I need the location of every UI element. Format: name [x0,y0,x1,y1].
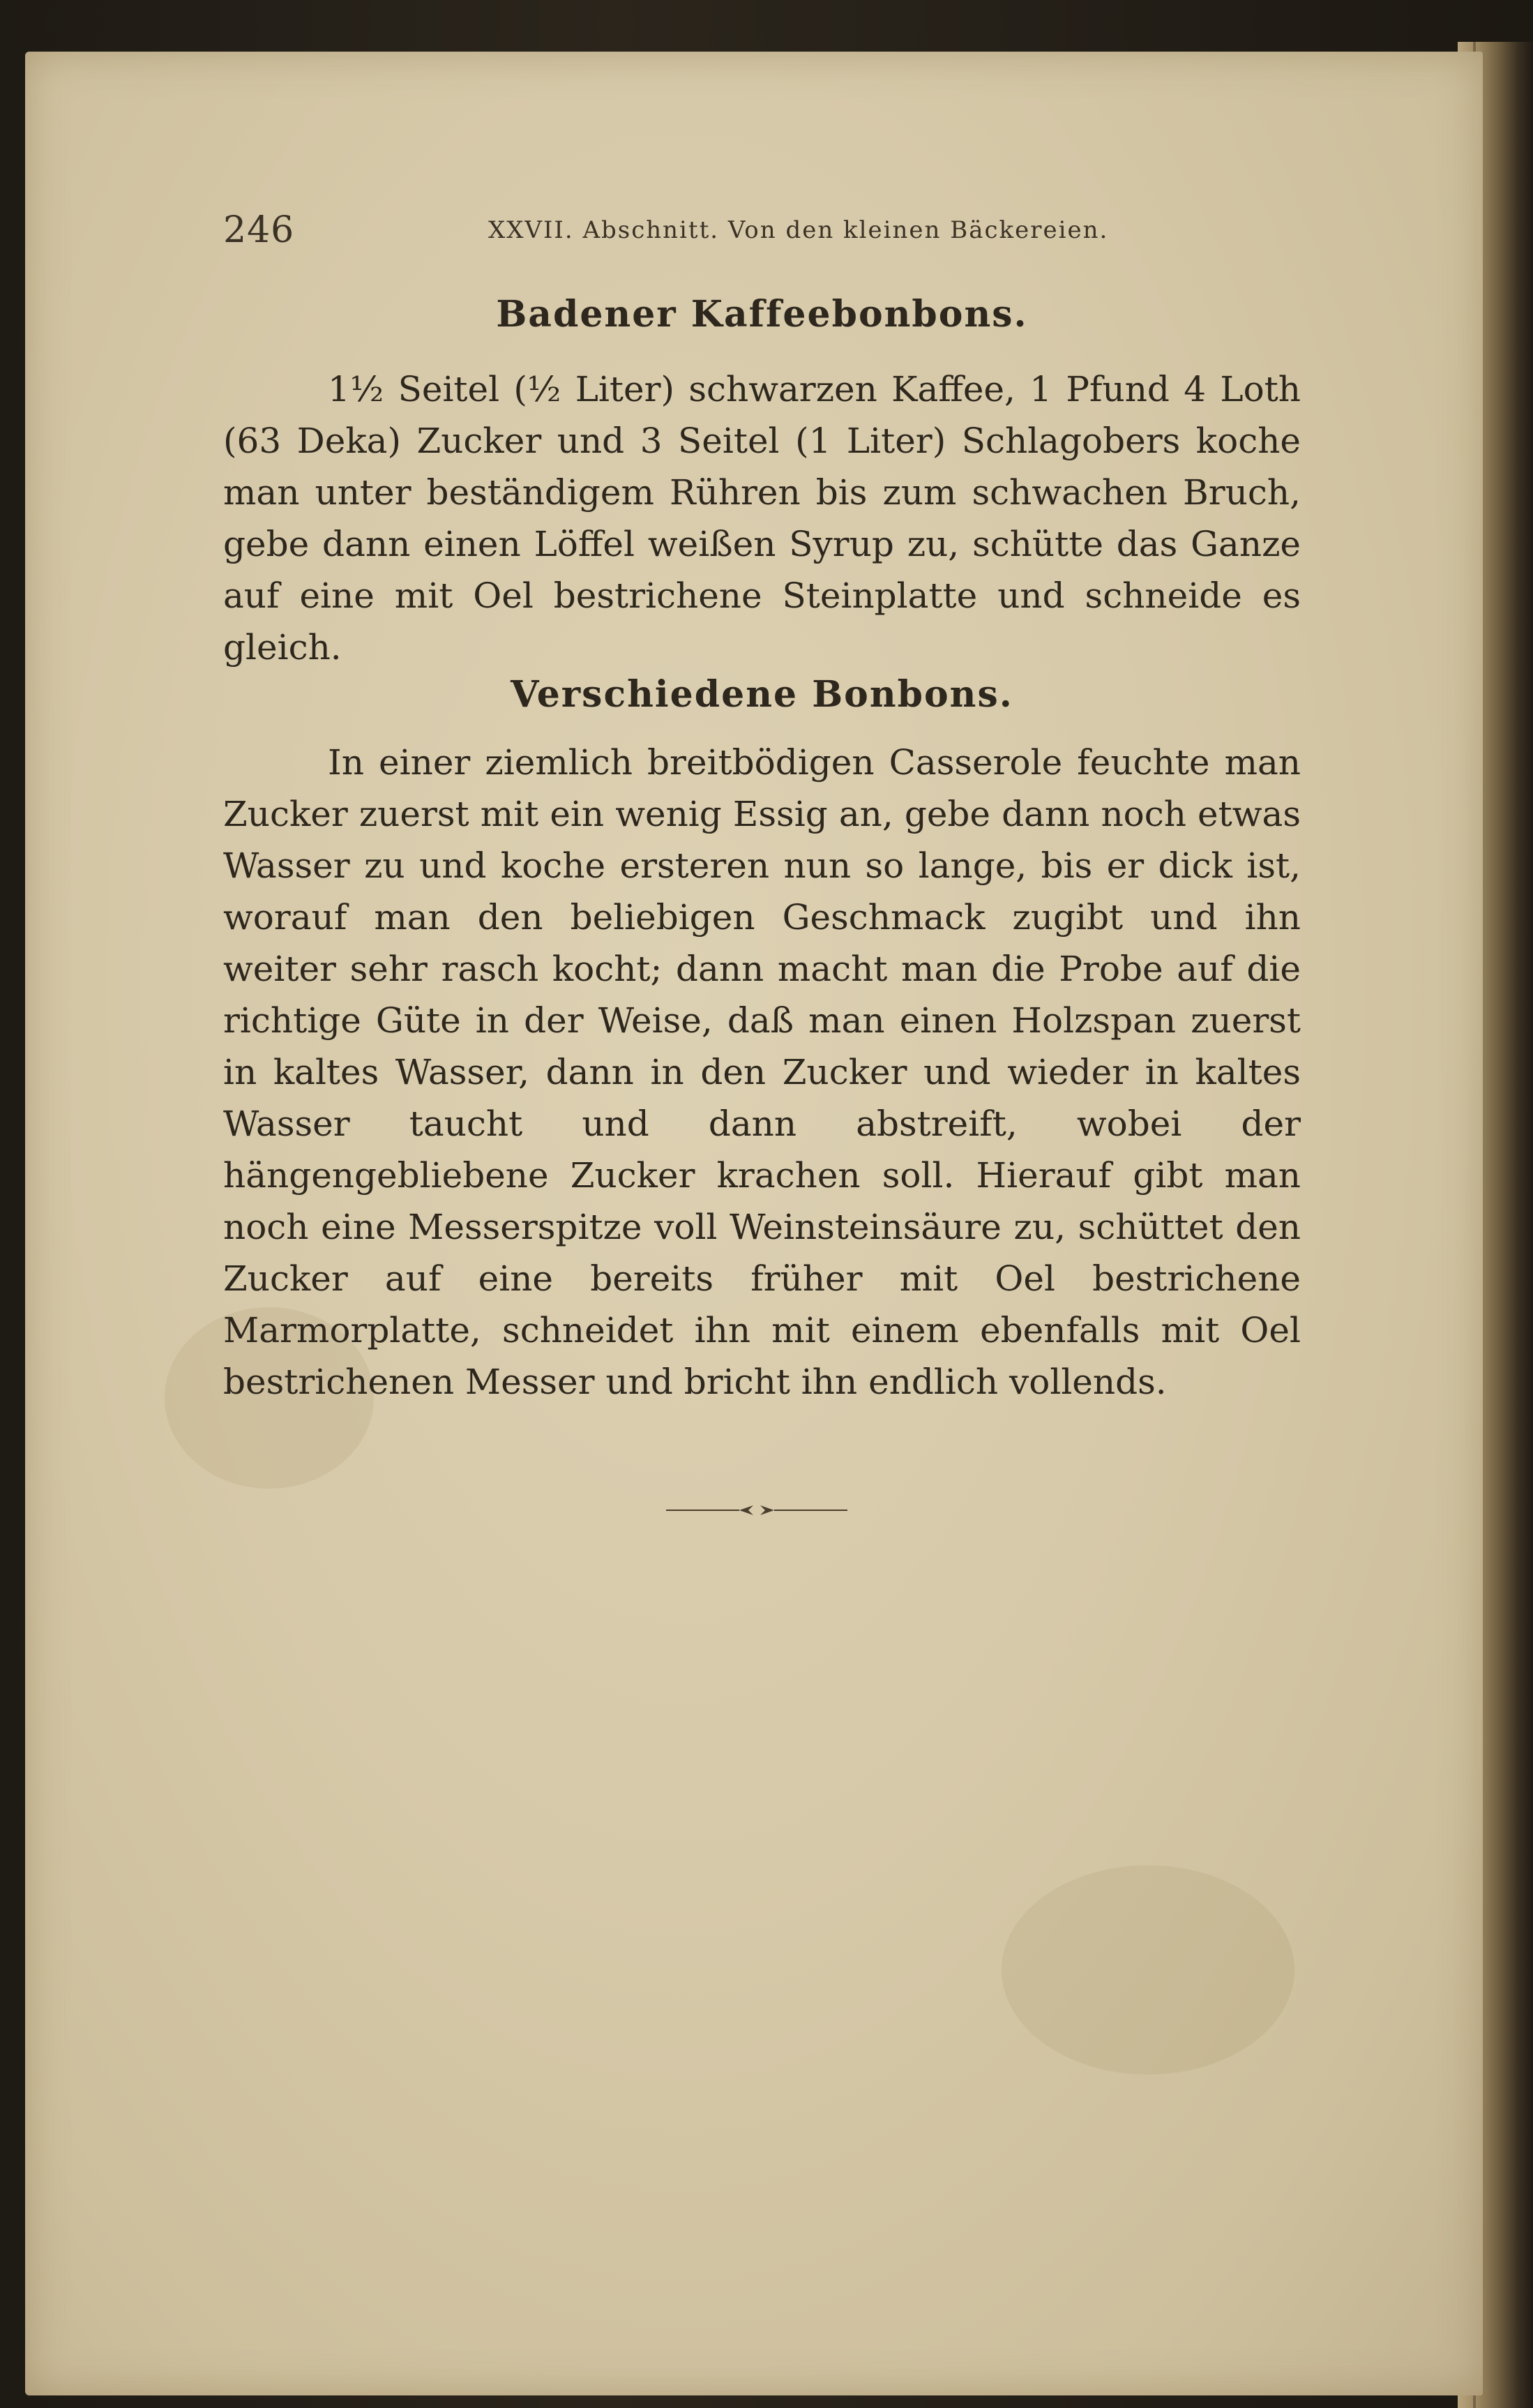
recipe-section-bonbons [223,673,1301,1408]
page-number: 246 [223,209,295,251]
ornament-divider-icon [666,1500,847,1521]
recipe-paragraph: In einer ziemlich breitbödigen Casserole feuchte man Zucker zuerst mit ein wenig Essig an, gebe dann noch etwas Wasser zu und koche ersteren nun so lange, bis er dick ist, worauf man den beliebigen Geschmack zugibt und ihn weiter sehr rasch kocht; dann macht man die Probe auf die richtige Güte in der Weise, daß man einen Holzspan zuerst in kaltes Wasser, dann in den Zucker und wieder in kaltes Wasser taucht und dann abstreift, wobei der hängengebliebene Zucker krachen soll. Hierauf gibt man noch eine Messerspitze voll Weinsteinsäure zu, schüttet den Zucker auf eine bereits früher mit Oel bestrichene Marmorplatte, schneidet ihn mit einem ebenfalls mit Oel bestrichenen Messer und bricht ihn endlich vollends. [223,742,1301,1402]
recipe-heading: Verschiedene Bonbons. [511,673,1013,716]
recipe-section-kaffeebonbons [223,293,1301,673]
recipe-paragraph: 1½ Seitel (½ Liter) schwarzen Kaffee, 1 Pfund 4 Loth (63 Deka) Zucker und 3 Seitel (1 Liter) Schlagobers koche man unter beständigem Rühren bis zum schwachen Bruch, gebe dann einen Löffel weißen Syrup zu, schütte das Ganze auf eine mit Oel bestrichene Steinplatte und schneide es gleich. [223,369,1301,668]
running-head [223,209,1318,258]
chapter-title: XXVII. Abschnitt. Von den kleinen Bäckereien. [488,216,1109,244]
paper-stain [1002,1865,1294,2075]
recipe-heading: Badener Kaffeebonbons. [496,293,1028,336]
